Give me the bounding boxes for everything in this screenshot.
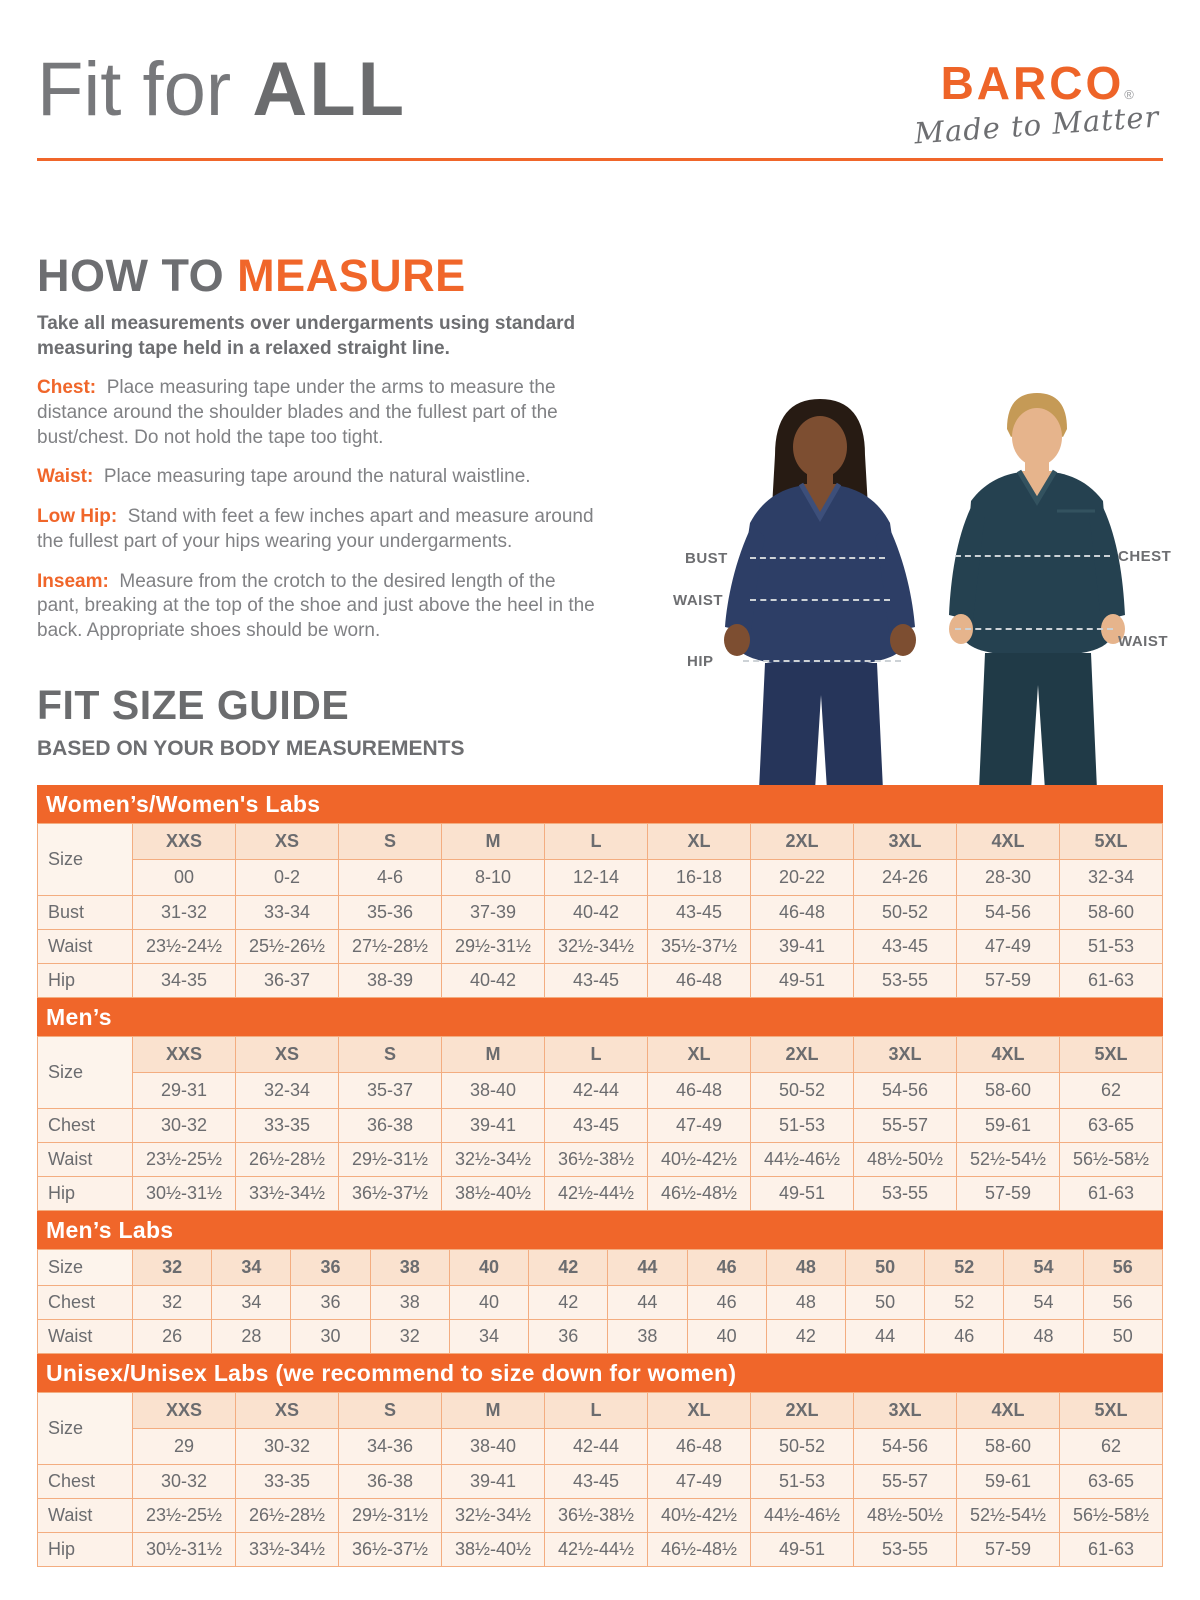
measurement-cell: 58-60 (1060, 896, 1163, 930)
size-col-header: M (442, 1037, 545, 1073)
table-title-bar: Unisex/Unisex Labs (we recommend to size down for women) (37, 1354, 1163, 1392)
man-model (949, 393, 1125, 790)
measurement-cell: 47-49 (648, 1465, 751, 1499)
size-col-header: 4XL (957, 1037, 1060, 1073)
measurement-cell: 50 (845, 1286, 924, 1320)
size-col-header: 50 (845, 1250, 924, 1286)
numeric-size-cell: 62 (1060, 1429, 1163, 1465)
measurement-cell: 48½-50½ (854, 1499, 957, 1533)
table-title-bar: Men’s Labs (37, 1211, 1163, 1249)
measurement-cell: 59-61 (957, 1109, 1060, 1143)
measurement-cell: 36½-37½ (339, 1177, 442, 1211)
measurement-cell: 33-34 (236, 896, 339, 930)
size-col-header: 48 (766, 1250, 845, 1286)
numeric-size-cell: 32-34 (236, 1073, 339, 1109)
measurement-row-label: Chest (38, 1286, 133, 1320)
measurement-row-label: Hip (38, 1533, 133, 1567)
size-tables (37, 785, 1163, 1567)
measurement-cell: 44 (608, 1286, 687, 1320)
numeric-size-cell: 46-48 (648, 1429, 751, 1465)
measurement-row-label: Chest (38, 1109, 133, 1143)
measurement-cell: 48½-50½ (854, 1143, 957, 1177)
measurement-cell: 36-37 (236, 964, 339, 998)
measurement-cell: 29½-31½ (442, 930, 545, 964)
measure-item-lowhip: Low Hip: Stand with feet a few inches apart and measure around the fullest part of your hips wearing your undergarments. (37, 506, 594, 552)
measurement-cell: 56½-58½ (1060, 1143, 1163, 1177)
measurement-cell: 33-35 (236, 1109, 339, 1143)
measure-item-inseam: Inseam: Measure from the crotch to the desired length of the pant, breaking at the top of the shoe and just above the heel in the back. Appropriate shoes should be worn. (37, 570, 595, 641)
measurement-cell: 57-59 (957, 1533, 1060, 1567)
measurement-cell: 63-65 (1060, 1465, 1163, 1499)
measurement-cell: 34 (449, 1320, 528, 1354)
measurement-cell: 36½-38½ (545, 1143, 648, 1177)
measurement-row-label: Waist (38, 1143, 133, 1177)
size-col-header: 36 (291, 1250, 370, 1286)
measurement-cell: 36 (529, 1320, 608, 1354)
measurement-cell: 34 (212, 1286, 291, 1320)
measurement-cell: 55-57 (854, 1465, 957, 1499)
measurement-cell: 40 (449, 1286, 528, 1320)
size-col-header: XXS (133, 1393, 236, 1429)
chest-label-man: CHEST (1118, 548, 1172, 565)
size-col-header: 32 (133, 1250, 212, 1286)
size-col-header: M (442, 1393, 545, 1429)
size-table (37, 1392, 1163, 1567)
measurement-cell: 40½-42½ (648, 1143, 751, 1177)
page-title-bold: ALL (252, 47, 407, 132)
measurement-cell: 39-41 (442, 1109, 545, 1143)
measurement-cell: 49-51 (751, 1533, 854, 1567)
size-col-header: S (339, 1037, 442, 1073)
measurement-cell: 50-52 (854, 896, 957, 930)
measurement-cell: 52½-54½ (957, 1143, 1060, 1177)
size-col-header: 46 (687, 1250, 766, 1286)
size-table (37, 1249, 1163, 1354)
measurement-cell: 38 (370, 1286, 449, 1320)
measurement-cell: 35½-37½ (648, 930, 751, 964)
woman-model (724, 399, 916, 790)
brand-logo (913, 57, 1161, 151)
numeric-size-cell: 58-60 (957, 1429, 1060, 1465)
measurement-cell: 46½-48½ (648, 1533, 751, 1567)
measurement-cell: 38½-40½ (442, 1177, 545, 1211)
numeric-size-cell: 42-44 (545, 1073, 648, 1109)
measurement-row-label: Waist (38, 930, 133, 964)
measurement-cell: 46-48 (751, 896, 854, 930)
measurement-cell: 46 (687, 1286, 766, 1320)
size-row-label: Size (38, 1037, 133, 1109)
measurement-cell: 57-59 (957, 964, 1060, 998)
size-col-header: 40 (449, 1250, 528, 1286)
measurement-cell: 30½-31½ (133, 1533, 236, 1567)
measurement-cell: 46-48 (648, 964, 751, 998)
size-col-header: 2XL (751, 1393, 854, 1429)
measurement-cell: 29½-31½ (339, 1143, 442, 1177)
measurement-cell: 63-65 (1060, 1109, 1163, 1143)
measurement-cell: 25½-26½ (236, 930, 339, 964)
measurement-cell: 29½-31½ (339, 1499, 442, 1533)
hip-line (743, 660, 901, 662)
measurement-cell: 32½-34½ (442, 1143, 545, 1177)
bust-label: BUST (685, 550, 728, 567)
numeric-size-cell: 38-40 (442, 1073, 545, 1109)
size-col-header: 5XL (1060, 1393, 1163, 1429)
measurement-cell: 52 (925, 1286, 1004, 1320)
measurement-cell: 49-51 (751, 1177, 854, 1211)
measurement-cell: 33½-34½ (236, 1533, 339, 1567)
numeric-size-cell: 32-34 (1060, 860, 1163, 896)
table-row (38, 1143, 1163, 1177)
waist-label-woman: WAIST (673, 592, 723, 609)
numeric-size-cell: 20-22 (751, 860, 854, 896)
hip-label: HIP (687, 653, 714, 670)
size-col-header: XL (648, 1393, 751, 1429)
measurement-row-label: Waist (38, 1320, 133, 1354)
numeric-size-cell: 4-6 (339, 860, 442, 896)
numeric-size-cell: 16-18 (648, 860, 751, 896)
measurement-cell: 30-32 (133, 1109, 236, 1143)
measurement-cell: 40-42 (545, 896, 648, 930)
numeric-size-cell: 38-40 (442, 1429, 545, 1465)
measurement-cell: 51-53 (751, 1465, 854, 1499)
measurement-cell: 61-63 (1060, 1533, 1163, 1567)
measurement-cell: 35-36 (339, 896, 442, 930)
measurement-cell: 23½-25½ (133, 1143, 236, 1177)
measurement-cell: 53-55 (854, 964, 957, 998)
size-col-header: L (545, 824, 648, 860)
numeric-size-cell: 0-2 (236, 860, 339, 896)
fit-size-guide-heading: FIT SIZE GUIDE (37, 682, 350, 728)
measurement-cell: 53-55 (854, 1533, 957, 1567)
size-col-header: 5XL (1060, 824, 1163, 860)
measurement-cell: 37-39 (442, 896, 545, 930)
models-illustration (655, 385, 1200, 790)
measurement-cell: 38-39 (339, 964, 442, 998)
measurement-cell: 33½-34½ (236, 1177, 339, 1211)
size-col-header: M (442, 824, 545, 860)
brand-name: BARCO® (940, 57, 1134, 109)
measurement-row-label: Chest (38, 1465, 133, 1499)
size-col-header: 4XL (957, 1393, 1060, 1429)
size-col-header: 42 (529, 1250, 608, 1286)
measurement-cell: 51-53 (751, 1109, 854, 1143)
size-table (37, 823, 1163, 998)
measurement-cell: 54 (1004, 1286, 1083, 1320)
size-col-header: S (339, 824, 442, 860)
measurement-cell: 48 (766, 1286, 845, 1320)
measurement-cell: 47-49 (648, 1109, 751, 1143)
numeric-size-cell: 35-37 (339, 1073, 442, 1109)
table-row (38, 1320, 1163, 1354)
size-col-header: 2XL (751, 824, 854, 860)
size-col-header: 5XL (1060, 1037, 1163, 1073)
numeric-size-cell: 46-48 (648, 1073, 751, 1109)
page-title-light: Fit for (37, 47, 253, 132)
measurement-cell: 34-35 (133, 964, 236, 998)
measurement-cell: 44½-46½ (751, 1143, 854, 1177)
numeric-size-cell: 24-26 (854, 860, 957, 896)
size-col-header: XL (648, 824, 751, 860)
measurement-cell: 53-55 (854, 1177, 957, 1211)
measurement-cell: 32½-34½ (545, 930, 648, 964)
measurement-cell: 42½-44½ (545, 1533, 648, 1567)
waist-label-man: WAIST (1118, 633, 1168, 650)
numeric-size-cell: 58-60 (957, 1073, 1060, 1109)
table-row (38, 1465, 1163, 1499)
measurement-cell: 36½-37½ (339, 1533, 442, 1567)
numeric-size-cell: 30-32 (236, 1429, 339, 1465)
measurement-cell: 44½-46½ (751, 1499, 854, 1533)
measurement-cell: 54-56 (957, 896, 1060, 930)
measurement-cell: 30½-31½ (133, 1177, 236, 1211)
measurement-cell: 40 (687, 1320, 766, 1354)
measurement-cell: 27½-28½ (339, 930, 442, 964)
size-col-header: 2XL (751, 1037, 854, 1073)
size-col-header: 3XL (854, 824, 957, 860)
measurement-row-label: Hip (38, 964, 133, 998)
numeric-size-cell: 50-52 (751, 1073, 854, 1109)
measurement-cell: 42 (529, 1286, 608, 1320)
table-row (38, 930, 1163, 964)
chest-line-man (955, 555, 1110, 557)
measurement-cell: 38½-40½ (442, 1533, 545, 1567)
measurement-cell: 32 (370, 1320, 449, 1354)
table-row (38, 1177, 1163, 1211)
numeric-size-cell: 42-44 (545, 1429, 648, 1465)
table-row (38, 1533, 1163, 1567)
size-col-header: 38 (370, 1250, 449, 1286)
measurement-cell: 56½-58½ (1060, 1499, 1163, 1533)
measurement-cell: 36-38 (339, 1465, 442, 1499)
table-row (38, 896, 1163, 930)
measure-intro: Take all measurements over undergarments using standard measuring tape held in a relaxed straight line. (37, 313, 576, 359)
size-col-header: XS (236, 824, 339, 860)
measurement-cell: 55-57 (854, 1109, 957, 1143)
numeric-size-cell: 34-36 (339, 1429, 442, 1465)
size-col-header: XL (648, 1037, 751, 1073)
measurement-cell: 26 (133, 1320, 212, 1354)
size-col-header: XXS (133, 1037, 236, 1073)
measurement-cell: 59-61 (957, 1465, 1060, 1499)
measure-item-waist: Waist: Place measuring tape around the natural waistline. (37, 466, 531, 488)
measurement-row-label: Hip (38, 1177, 133, 1211)
measurement-cell: 23½-25½ (133, 1499, 236, 1533)
measurement-cell: 44 (845, 1320, 924, 1354)
measurement-cell: 43-45 (545, 1465, 648, 1499)
measurement-cell: 26½-28½ (236, 1143, 339, 1177)
measurement-cell: 49-51 (751, 964, 854, 998)
numeric-size-cell: 54-56 (854, 1429, 957, 1465)
measurement-cell: 30-32 (133, 1465, 236, 1499)
size-table (37, 1036, 1163, 1211)
size-col-header: XXS (133, 824, 236, 860)
size-col-header: 44 (608, 1250, 687, 1286)
measurement-cell: 28 (212, 1320, 291, 1354)
measurement-cell: 43-45 (545, 1109, 648, 1143)
how-to-measure-copy (37, 312, 603, 659)
measurement-cell: 26½-28½ (236, 1499, 339, 1533)
size-col-header: L (545, 1037, 648, 1073)
table-row (38, 1286, 1163, 1320)
numeric-size-cell: 29-31 (133, 1073, 236, 1109)
size-row-label: Size (38, 1393, 133, 1465)
measurement-cell: 43-45 (854, 930, 957, 964)
measurement-cell: 39-41 (751, 930, 854, 964)
size-col-header: XS (236, 1037, 339, 1073)
header-divider (37, 158, 1163, 161)
measurement-cell: 23½-24½ (133, 930, 236, 964)
registered-mark: ® (1124, 87, 1134, 102)
waist-line-man (955, 628, 1113, 630)
measurement-cell: 32½-34½ (442, 1499, 545, 1533)
measurement-cell: 36-38 (339, 1109, 442, 1143)
measurement-cell: 61-63 (1060, 964, 1163, 998)
numeric-size-cell: 29 (133, 1429, 236, 1465)
size-col-header: 54 (1004, 1250, 1083, 1286)
table-row (38, 964, 1163, 998)
how-to-measure-heading: HOW TO MEASURE (37, 250, 466, 301)
measurement-cell: 48 (1004, 1320, 1083, 1354)
size-col-header: 56 (1083, 1250, 1162, 1286)
bust-line (750, 557, 885, 559)
table-row (38, 1499, 1163, 1533)
size-col-header: S (339, 1393, 442, 1429)
measure-item-chest: Chest: Place measuring tape under the arms to measure the distance around the shoulder blades and the fullest part of the bust/chest. Do not hold the tape too tight. (37, 377, 558, 448)
measurement-cell: 36½-38½ (545, 1499, 648, 1533)
measurement-cell: 32 (133, 1286, 212, 1320)
numeric-size-cell: 62 (1060, 1073, 1163, 1109)
size-row-label: Size (38, 824, 133, 896)
measurement-cell: 47-49 (957, 930, 1060, 964)
numeric-size-cell: 54-56 (854, 1073, 957, 1109)
measurement-cell: 52½-54½ (957, 1499, 1060, 1533)
measurement-cell: 51-53 (1060, 930, 1163, 964)
numeric-size-cell: 12-14 (545, 860, 648, 896)
measurement-cell: 42 (766, 1320, 845, 1354)
measurement-cell: 46½-48½ (648, 1177, 751, 1211)
fit-size-guide-subheading: BASED ON YOUR BODY MEASUREMENTS (37, 737, 465, 760)
size-col-header: XS (236, 1393, 339, 1429)
models-photo (655, 385, 1200, 790)
measurement-cell: 31-32 (133, 896, 236, 930)
numeric-size-cell: 50-52 (751, 1429, 854, 1465)
waist-line-woman (750, 599, 890, 601)
numeric-size-cell: 8-10 (442, 860, 545, 896)
measurement-row-label: Bust (38, 896, 133, 930)
size-col-header: 52 (925, 1250, 1004, 1286)
page-title (37, 47, 407, 132)
measurement-cell: 42½-44½ (545, 1177, 648, 1211)
size-row-label: Size (38, 1250, 133, 1286)
measurement-cell: 30 (291, 1320, 370, 1354)
measurement-cell: 50 (1083, 1320, 1162, 1354)
measurement-cell: 40-42 (442, 964, 545, 998)
measurement-cell: 36 (291, 1286, 370, 1320)
measurement-cell: 56 (1083, 1286, 1162, 1320)
size-col-header: 34 (212, 1250, 291, 1286)
measurement-cell: 57-59 (957, 1177, 1060, 1211)
measurement-cell: 40½-42½ (648, 1499, 751, 1533)
brand-tagline: Made to Matter (913, 99, 1161, 151)
measurement-cell: 38 (608, 1320, 687, 1354)
table-row (38, 1109, 1163, 1143)
size-col-header: 3XL (854, 1037, 957, 1073)
measurement-cell: 33-35 (236, 1465, 339, 1499)
measurement-cell: 61-63 (1060, 1177, 1163, 1211)
measurement-cell: 43-45 (648, 896, 751, 930)
measurement-cell: 39-41 (442, 1465, 545, 1499)
measurement-cell: 43-45 (545, 964, 648, 998)
table-title-bar: Men’s (37, 998, 1163, 1036)
size-col-header: 3XL (854, 1393, 957, 1429)
numeric-size-cell: 00 (133, 860, 236, 896)
numeric-size-cell: 28-30 (957, 860, 1060, 896)
measurement-row-label: Waist (38, 1499, 133, 1533)
size-col-header: L (545, 1393, 648, 1429)
table-title-bar: Women’s/Women's Labs (37, 785, 1163, 823)
measurement-cell: 46 (925, 1320, 1004, 1354)
size-col-header: 4XL (957, 824, 1060, 860)
